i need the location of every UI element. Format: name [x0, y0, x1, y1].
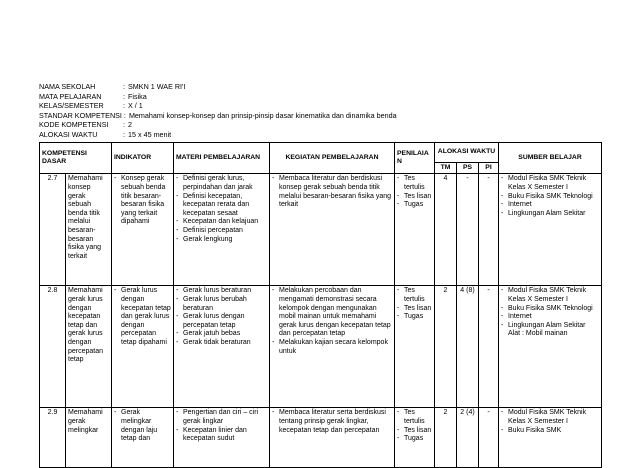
- bullet-dash: -: [397, 435, 400, 443]
- col-header-kompetensi: KOMPETENSI DASAR: [40, 143, 112, 174]
- tm-value: 2: [435, 286, 457, 408]
- kegiatan-text: Melakukan kajian secara kelompok untuk: [279, 338, 388, 355]
- penilaian-item: [397, 305, 432, 314]
- materi-text: Gerak lurus berubah beraturan: [183, 296, 247, 312]
- sumber-list: [501, 409, 599, 435]
- pi-value: -: [479, 408, 499, 468]
- bullet-dash: -: [501, 304, 504, 312]
- sumber-item: [501, 427, 599, 436]
- header-key: STANDAR KOMPETENSI: [39, 110, 122, 120]
- bullet-dash: -: [176, 226, 179, 234]
- sumber-item: [501, 201, 599, 210]
- bullet-dash: -: [272, 287, 275, 295]
- ps-value: 4 (8): [457, 286, 479, 408]
- bullet-dash: -: [501, 313, 504, 321]
- bullet-dash: -: [397, 192, 400, 200]
- penilaian-text: Tugas: [404, 313, 424, 321]
- materi-item: [176, 175, 267, 192]
- materi-item: [176, 287, 267, 296]
- kegiatan-item: [272, 339, 392, 356]
- bullet-dash: -: [272, 409, 275, 417]
- penilaian-text: Tes tertulis: [404, 175, 425, 191]
- penilaian-item: [397, 409, 432, 426]
- pi-value: -: [479, 174, 499, 286]
- sumber-text: Buku Fisika SMK Teknologi: [508, 304, 593, 312]
- header-row: STANDAR KOMPETENSI : Memahami konsep-konsep dan prinsip-pinsip dasar kinematika dan dinamika benda: [39, 110, 397, 120]
- penilaian-item: [397, 201, 432, 210]
- materi-text: Gerak lurus beraturan: [183, 287, 252, 295]
- bullet-dash: -: [114, 409, 117, 417]
- materi-text: Gerak jatuh bebas: [183, 330, 241, 338]
- header-row: NAMA SEKOLAH : SMKN 1 WAE RI'I: [39, 82, 186, 91]
- header-key: MATA PELAJARAN: [39, 91, 102, 101]
- materi-item: [176, 409, 267, 426]
- header-key: KELAS/SEMESTER: [39, 101, 104, 111]
- kegiatan-text: Melakukan percobaan dan mengamati demonstrasi secara kelompok dengan mengunakan mobil mainan untuk memahami gerak lurus dengan kecepatan tetap dan percepatan tetap: [279, 287, 391, 338]
- materi-list: [176, 409, 267, 443]
- materi-item: [176, 313, 267, 330]
- bullet-dash: -: [501, 201, 504, 209]
- kd-description: Memahami gerak lurus dengan kecepatan tetap dan gerak lurus dengan percepatan tetap: [66, 286, 112, 408]
- indikator-list: [114, 409, 171, 443]
- indikator-cell: [112, 174, 174, 286]
- bullet-dash: -: [501, 409, 504, 417]
- indikator-text: Gerak melingkar dengan laju tetap dan: [121, 409, 158, 443]
- materi-text: Gerak lengkung: [183, 235, 233, 243]
- bullet-dash: -: [501, 192, 504, 200]
- materi-item: [176, 236, 267, 245]
- penilaian-text: Tes lisan: [404, 426, 432, 434]
- bullet-dash: -: [176, 296, 179, 303]
- bullet-dash: -: [176, 287, 179, 295]
- indikator-item: [114, 175, 171, 227]
- penilaian-text: Tugas: [404, 435, 424, 443]
- sumber-item: [501, 175, 599, 192]
- bullet-dash: -: [501, 209, 504, 217]
- sumber-item: [501, 313, 599, 322]
- bullet-dash: -: [397, 287, 400, 295]
- penilaian-list: [397, 175, 432, 209]
- kegiatan-text: Membaca literatur dan berdiskusi konsep gerak sebuah benda titik melalui besaran-besaran fisika yang terkait: [279, 175, 392, 209]
- bullet-dash: -: [114, 175, 117, 183]
- penilaian-item: [397, 193, 432, 202]
- bullet-dash: -: [176, 409, 179, 417]
- penilaian-item: [397, 175, 432, 192]
- materi-item: [176, 218, 267, 227]
- header-value: 2: [128, 120, 132, 130]
- sumber-cell: [499, 174, 602, 286]
- header-row: MATA PELAJARAN : Fisika: [39, 91, 147, 101]
- kegiatan-cell: [270, 286, 395, 408]
- bullet-dash: -: [176, 330, 179, 338]
- kd-number: 2.8: [40, 286, 66, 408]
- col-header-ps: PS: [457, 163, 479, 174]
- col-header-tm: TM: [435, 163, 457, 174]
- materi-text: Kecepatan linier dan kecepatan sudut: [183, 426, 247, 443]
- bullet-dash: -: [501, 426, 504, 434]
- header-key: ALOKASI WAKTU: [39, 129, 98, 139]
- header-key: NAMA SEKOLAH: [39, 82, 96, 91]
- bullet-dash: -: [176, 426, 179, 434]
- materi-item: [176, 227, 267, 236]
- penilaian-text: Tes lisan: [404, 304, 432, 312]
- kegiatan-cell: [270, 408, 395, 468]
- sumber-text: Modul Fisika SMK Teknik Kelas X Semester I: [508, 287, 587, 303]
- col-header-materi: MATERI PEMBELAJARAN: [174, 143, 270, 174]
- bullet-dash: -: [397, 304, 400, 312]
- sumber-text: Lingkungan Alam Sekitar: [508, 209, 586, 217]
- materi-item: [176, 296, 267, 313]
- header-row: KELAS/SEMESTER : X / 1: [39, 101, 143, 111]
- header-value: X / 1: [128, 101, 143, 111]
- penilaian-cell: [395, 408, 435, 468]
- ps-value: -: [457, 174, 479, 286]
- penilaian-text: Tes lisan: [404, 192, 432, 200]
- header-value: Fisika: [128, 91, 147, 101]
- indikator-list: [114, 175, 171, 227]
- materi-cell: [174, 174, 270, 286]
- tm-value: 2: [435, 408, 457, 468]
- col-header-indikator: INDIKATOR: [112, 143, 174, 174]
- bullet-dash: -: [501, 287, 504, 295]
- kegiatan-text: Membaca literatur serta berdiskusi tentang prinsip gerak lingkar, kecepatan tetap dan percepatan: [279, 409, 386, 434]
- indikator-list: [114, 287, 171, 347]
- sumber-item: [501, 287, 599, 304]
- header-key: KODE KOMPETENSI: [39, 120, 109, 130]
- sumber-list: [501, 287, 599, 330]
- bullet-dash: -: [397, 426, 400, 434]
- indikator-item: [114, 409, 171, 443]
- syllabus-table: [39, 142, 602, 468]
- sumber-text: Internet: [508, 201, 532, 209]
- kegiatan-cell: [270, 174, 395, 286]
- sumber-extra: Alat : Mobil mainan: [508, 330, 568, 338]
- penilaian-text: Tes tertulis: [404, 287, 425, 303]
- materi-item: [176, 330, 267, 339]
- kegiatan-list: [272, 287, 392, 356]
- table-body: [40, 174, 602, 468]
- sumber-item: [501, 210, 599, 219]
- bullet-dash: -: [397, 201, 400, 209]
- materi-text: Kecepatan dan kelajuan: [183, 218, 259, 226]
- sumber-item: [501, 193, 599, 202]
- pi-value: -: [479, 286, 499, 408]
- bullet-dash: -: [501, 175, 504, 183]
- materi-cell: [174, 408, 270, 468]
- materi-text: Gerak lurus dengan percepatan tetap: [183, 313, 245, 329]
- header-value: SMKN 1 WAE RI'I: [128, 82, 186, 91]
- sumber-text: Buku Fisika SMK Teknologi: [508, 192, 593, 200]
- col-header-alokasi: ALOKASI WAKTU: [435, 143, 499, 163]
- sumber-text: Modul Fisika SMK Teknik Kelas X Semester I: [508, 175, 587, 191]
- table-row: [40, 174, 602, 286]
- penilaian-text: Tes tertulis: [404, 409, 425, 425]
- kd-number: 2.9: [40, 408, 66, 468]
- sumber-text: Modul Fisika SMK Teknik Kelas X Semester I: [508, 409, 587, 425]
- indikator-cell: [112, 286, 174, 408]
- indikator-text: Gerak lurus dengan kecepatan tetap dan gerak lurus dengan percepatan tetap dipahami: [121, 287, 171, 346]
- penilaian-item: [397, 313, 432, 322]
- bullet-dash: -: [272, 338, 275, 346]
- kd-number: 2.7: [40, 174, 66, 286]
- bullet-dash: -: [176, 338, 179, 346]
- penilaian-cell: [395, 286, 435, 408]
- col-header-sumber: SUMBER BELAJAR: [499, 143, 602, 174]
- table-row: [40, 286, 602, 408]
- indikator-item: [114, 287, 171, 347]
- penilaian-item: [397, 287, 432, 304]
- bullet-dash: -: [176, 313, 179, 321]
- bullet-dash: -: [397, 313, 400, 321]
- sumber-item: [501, 409, 599, 426]
- kd-description: Memahami konsep gerak sebuah benda titik melalui besaran-besaran fisika yang terkait: [66, 174, 112, 286]
- table-row: [40, 408, 602, 468]
- materi-text: Pengertian dan ciri – ciri gerak lingkar: [183, 409, 259, 425]
- penilaian-cell: [395, 174, 435, 286]
- materi-item: [176, 339, 267, 348]
- penilaian-item: [397, 427, 432, 436]
- kegiatan-list: [272, 409, 392, 435]
- sumber-cell: [499, 286, 602, 408]
- header-row: ALOKASI WAKTU : 15 x 45 menit: [39, 129, 172, 139]
- col-header-pi: PI: [479, 163, 499, 174]
- tm-value: 4: [435, 174, 457, 286]
- col-header-penilaian: PENILAIA N: [395, 143, 435, 174]
- bullet-dash: -: [176, 175, 179, 183]
- bullet-dash: -: [176, 192, 179, 200]
- penilaian-list: [397, 287, 432, 321]
- materi-text: Definisi kecepatan, kecepatan rerata dan kecepatan sesaat: [183, 192, 250, 217]
- materi-text: Gerak tidak beraturan: [183, 338, 251, 346]
- sumber-text: Buku Fisika SMK: [508, 426, 562, 434]
- materi-text: Definisi gerak lurus, perpindahan dan jarak: [183, 175, 253, 191]
- header-value: Memahami konsep-konsep dan prinsip-pinsip dasar kinematika dan dinamika benda: [128, 110, 397, 120]
- bullet-dash: -: [114, 287, 117, 295]
- indikator-cell: [112, 408, 174, 468]
- ps-value: 2 (4): [457, 408, 479, 468]
- sumber-item: [501, 305, 599, 314]
- penilaian-item: [397, 435, 432, 444]
- sumber-text: Internet: [508, 313, 532, 321]
- bullet-dash: -: [397, 175, 400, 183]
- kd-description: Memahami gerak melingkar: [66, 408, 112, 468]
- bullet-dash: -: [176, 235, 179, 243]
- materi-list: [176, 175, 267, 244]
- bullet-dash: -: [501, 321, 504, 329]
- document-header: [39, 82, 397, 140]
- bullet-dash: -: [272, 175, 275, 183]
- kegiatan-item: [272, 287, 392, 339]
- sumber-list: [501, 175, 599, 218]
- sumber-item: [501, 322, 599, 331]
- materi-item: [176, 193, 267, 219]
- materi-text: Definisi percepatan: [183, 226, 243, 234]
- penilaian-list: [397, 409, 432, 443]
- materi-item: [176, 427, 267, 444]
- materi-cell: [174, 286, 270, 408]
- penilaian-text: Tugas: [404, 201, 424, 209]
- kegiatan-list: [272, 175, 392, 209]
- header-row: KODE KOMPETENSI : 2: [39, 120, 132, 130]
- sumber-cell: [499, 408, 602, 468]
- header-value: 15 x 45 menit: [128, 129, 172, 139]
- bullet-dash: -: [176, 218, 179, 226]
- materi-list: [176, 287, 267, 347]
- kegiatan-item: [272, 175, 392, 209]
- sumber-text: Lingkungan Alam Sekitar: [508, 321, 586, 329]
- col-header-kegiatan: KEGIATAN PEMBELAJARAN: [270, 143, 395, 174]
- bullet-dash: -: [397, 409, 400, 417]
- kegiatan-item: [272, 409, 392, 435]
- indikator-text: Konsep gerak sebuah benda titik besaran-besaran fisika yang terkait dipahami: [121, 175, 166, 226]
